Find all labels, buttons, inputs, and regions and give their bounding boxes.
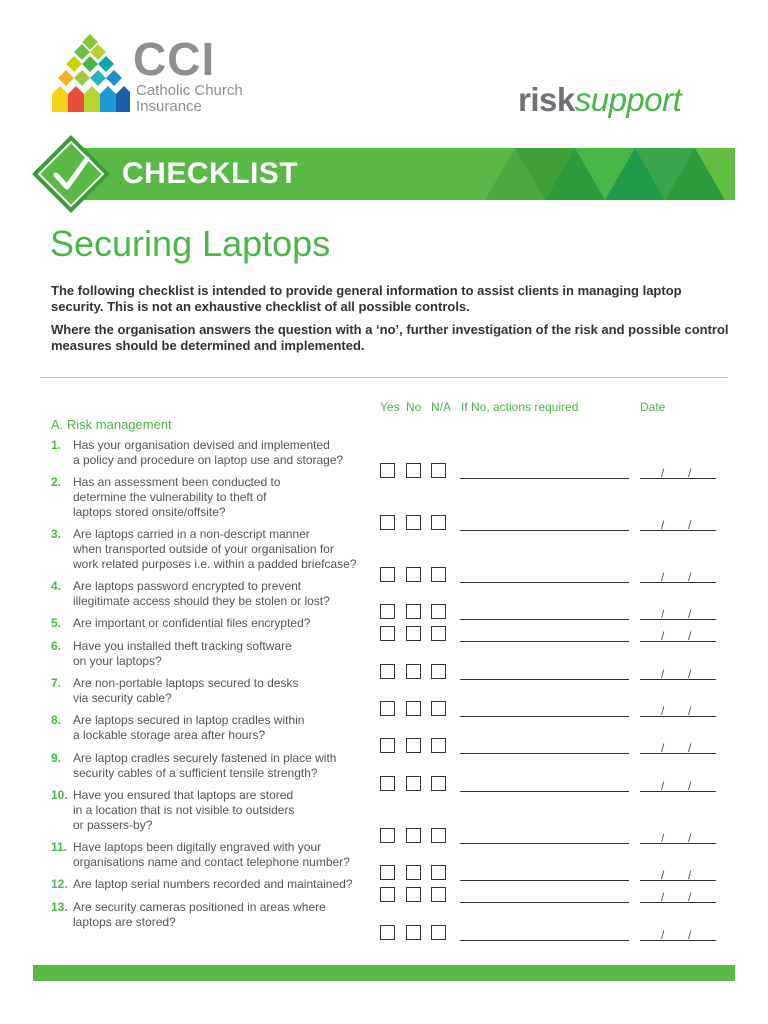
checkbox-yes[interactable] <box>380 828 395 843</box>
question-text-line: Are non-portable laptops secured to desks <box>73 676 299 690</box>
question-text-line: on your laptops? <box>73 654 162 668</box>
question-text-line: determine the vulnerability to theft of <box>73 490 267 504</box>
checkbox-yes[interactable] <box>380 567 395 582</box>
cci-full-name <box>136 83 243 115</box>
checkbox-na[interactable] <box>431 925 446 940</box>
actions-required-field[interactable] <box>460 716 629 717</box>
date-field[interactable] <box>640 478 716 479</box>
checkbox-yes[interactable] <box>380 515 395 530</box>
checkbox-na[interactable] <box>431 738 446 753</box>
question-text-line: illegitimate access should they be stolen or lost? <box>73 594 330 608</box>
question-text-line: Have you installed theft tracking software <box>73 639 292 653</box>
cci-logo-icon <box>52 34 132 114</box>
question-number: 4. <box>51 579 62 593</box>
checkbox-no[interactable] <box>406 664 421 679</box>
section-divider <box>40 377 728 378</box>
question-text <box>73 877 378 892</box>
date-separator: / <box>688 928 692 942</box>
checkbox-no[interactable] <box>406 463 421 478</box>
actions-required-field[interactable] <box>460 791 629 792</box>
date-separator: / <box>688 779 692 793</box>
column-header-date: Date <box>640 400 666 414</box>
date-separator: / <box>661 466 665 480</box>
question-text <box>73 900 378 930</box>
banner-title: CHECKLIST <box>122 157 299 190</box>
actions-required-field[interactable] <box>460 902 629 903</box>
date-separator: / <box>661 518 665 532</box>
checkbox-na[interactable] <box>431 626 446 641</box>
question-text-line: Has your organisation devised and implemented <box>73 438 330 452</box>
checkbox-no[interactable] <box>406 626 421 641</box>
column-header-na: N/A <box>431 400 452 414</box>
question-text <box>73 639 378 669</box>
question-text <box>73 438 378 468</box>
footer-bar <box>33 965 735 981</box>
actions-required-field[interactable] <box>460 478 629 479</box>
date-separator: / <box>661 629 665 643</box>
question-text <box>73 475 378 520</box>
checkmark-icon <box>32 135 110 213</box>
intro-paragraph-2: Where the organisation answers the question with a ‘no’, further investigation of the risk and possible control measures should be determined and implemented. <box>51 322 729 353</box>
question-text <box>73 527 378 572</box>
cci-name-line2: Insurance <box>136 98 202 115</box>
question-text-line: when transported outside of your organisation for <box>73 542 334 556</box>
question-text-line: Have you ensured that laptops are stored <box>73 788 294 802</box>
date-separator: / <box>661 741 665 755</box>
question-number: 11. <box>51 840 68 854</box>
date-separator: / <box>661 868 665 882</box>
date-separator: / <box>688 607 692 621</box>
checkbox-no[interactable] <box>406 865 421 880</box>
question-text-line: Are laptops password encrypted to prevent <box>73 579 302 593</box>
date-separator: / <box>661 570 665 584</box>
date-field[interactable] <box>640 902 716 903</box>
checkbox-na[interactable] <box>431 463 446 478</box>
actions-required-field[interactable] <box>460 753 629 754</box>
date-field[interactable] <box>640 619 716 620</box>
date-separator: / <box>688 518 692 532</box>
checkbox-yes[interactable] <box>380 887 395 902</box>
actions-required-field[interactable] <box>460 582 629 583</box>
checkbox-yes[interactable] <box>380 463 395 478</box>
checkbox-yes[interactable] <box>380 738 395 753</box>
date-separator: / <box>688 890 692 904</box>
risksupport-logo <box>518 82 681 118</box>
date-field[interactable] <box>640 940 716 941</box>
date-field[interactable] <box>640 880 716 881</box>
question-text-line: Are important or confidential files encrypted? <box>73 616 311 630</box>
checkbox-yes[interactable] <box>380 776 395 791</box>
banner-pattern-icon <box>485 148 735 200</box>
question-number: 7. <box>51 676 62 690</box>
question-text-line: a lockable storage area after hours? <box>73 728 266 742</box>
checkbox-na[interactable] <box>431 604 446 619</box>
date-separator: / <box>688 741 692 755</box>
checkbox-na[interactable] <box>431 664 446 679</box>
section-title: A. Risk management <box>51 417 172 432</box>
question-number: 8. <box>51 713 62 727</box>
date-field[interactable] <box>640 753 716 754</box>
question-number: 10. <box>51 788 68 802</box>
question-text-line: Are laptop cradles securely fastened in place with <box>73 751 337 765</box>
checkbox-na[interactable] <box>431 567 446 582</box>
question-text-line: Has an assessment been conducted to <box>73 475 281 489</box>
question-text-line: laptops stored onsite/offsite? <box>73 505 226 519</box>
question-text-line: in a location that is not visible to outsiders <box>73 803 295 817</box>
question-text <box>73 751 378 781</box>
date-separator: / <box>688 466 692 480</box>
checkbox-no[interactable] <box>406 776 421 791</box>
cci-name-line1: Catholic Church <box>136 82 243 99</box>
question-text <box>73 616 378 631</box>
checkbox-yes[interactable] <box>380 626 395 641</box>
date-separator: / <box>688 570 692 584</box>
question-number: 12. <box>51 877 68 891</box>
question-text-line: Are security cameras positioned in areas where <box>73 900 326 914</box>
date-separator: / <box>661 667 665 681</box>
actions-required-field[interactable] <box>460 679 629 680</box>
checkbox-na[interactable] <box>431 776 446 791</box>
date-field[interactable] <box>640 582 716 583</box>
date-separator: / <box>661 779 665 793</box>
checkbox-yes[interactable] <box>380 701 395 716</box>
checkbox-yes[interactable] <box>380 664 395 679</box>
question-number: 1. <box>51 438 62 452</box>
actions-required-field[interactable] <box>460 619 629 620</box>
column-header-yes: Yes <box>380 400 400 414</box>
checkbox-na[interactable] <box>431 887 446 902</box>
date-separator: / <box>661 928 665 942</box>
question-text-line: or passers-by? <box>73 818 153 832</box>
question-text-line: Are laptops carried in a non-descript manner <box>73 527 310 541</box>
date-separator: / <box>688 868 692 882</box>
question-text <box>73 676 378 706</box>
checkbox-yes[interactable] <box>380 865 395 880</box>
question-number: 6. <box>51 639 62 653</box>
checkbox-na[interactable] <box>431 865 446 880</box>
date-field[interactable] <box>640 679 716 680</box>
support-wordmark: support <box>574 81 682 118</box>
question-number: 5. <box>51 616 62 630</box>
question-number: 3. <box>51 527 62 541</box>
checkbox-no[interactable] <box>406 828 421 843</box>
date-field[interactable] <box>640 641 716 642</box>
date-field[interactable] <box>640 716 716 717</box>
column-header-actions: If No, actions required <box>461 400 579 414</box>
question-text-line: Are laptops secured in laptop cradles within <box>73 713 305 727</box>
date-separator: / <box>688 831 692 845</box>
date-separator: / <box>661 890 665 904</box>
question-text-line: organisations name and contact telephone number? <box>73 855 350 869</box>
question-text <box>73 840 378 870</box>
date-field[interactable] <box>640 791 716 792</box>
page-title: Securing Laptops <box>50 223 331 264</box>
checkbox-na[interactable] <box>431 515 446 530</box>
date-separator: / <box>661 607 665 621</box>
question-text-line: laptops are stored? <box>73 915 176 929</box>
actions-required-field[interactable] <box>460 641 629 642</box>
checkbox-no[interactable] <box>406 887 421 902</box>
checkbox-no[interactable] <box>406 925 421 940</box>
question-text-line: work related purposes i.e. within a padded briefcase? <box>73 557 357 571</box>
risk-wordmark: risk <box>518 81 575 118</box>
checkbox-no[interactable] <box>406 738 421 753</box>
date-separator: / <box>688 629 692 643</box>
question-text-line: a policy and procedure on laptop use and storage? <box>73 453 344 467</box>
checkbox-yes[interactable] <box>380 925 395 940</box>
column-header-no: No <box>406 400 422 414</box>
question-number: 2. <box>51 475 62 489</box>
actions-required-field[interactable] <box>460 530 629 531</box>
actions-required-field[interactable] <box>460 843 629 844</box>
question-text-line: via security cable? <box>73 691 172 705</box>
checkbox-no[interactable] <box>406 604 421 619</box>
date-separator: / <box>661 704 665 718</box>
checkbox-no[interactable] <box>406 567 421 582</box>
question-text-line: Have laptops been digitally engraved with your <box>73 840 322 854</box>
cci-abbreviation: CCI <box>133 33 216 85</box>
actions-required-field[interactable] <box>460 940 629 941</box>
question-text-line: Are laptop serial numbers recorded and maintained? <box>73 877 353 891</box>
question-text <box>73 579 378 609</box>
question-text <box>73 713 378 743</box>
checkbox-na[interactable] <box>431 701 446 716</box>
date-separator: / <box>688 667 692 681</box>
question-number: 13. <box>51 900 68 914</box>
question-text <box>73 788 378 833</box>
actions-required-field[interactable] <box>460 880 629 881</box>
checkbox-na[interactable] <box>431 828 446 843</box>
date-separator: / <box>661 831 665 845</box>
question-text-line: security cables of a sufficient tensile strength? <box>73 766 318 780</box>
date-separator: / <box>688 704 692 718</box>
question-number: 9. <box>51 751 62 765</box>
checkbox-no[interactable] <box>406 515 421 530</box>
checkbox-no[interactable] <box>406 701 421 716</box>
intro-paragraph-1: The following checklist is intended to provide general information to assist clients in managing laptop security. This is not an exhaustive checklist of all possible controls. <box>51 283 682 314</box>
date-field[interactable] <box>640 843 716 844</box>
checkbox-yes[interactable] <box>380 604 395 619</box>
date-field[interactable] <box>640 530 716 531</box>
